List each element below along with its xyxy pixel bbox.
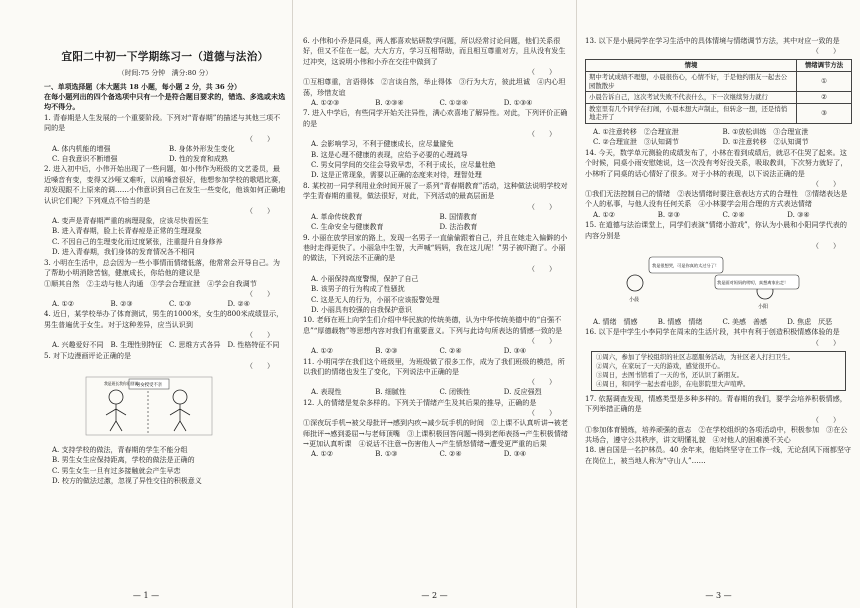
option[interactable]: D. ①注意转移 ②认知调节 (722, 138, 809, 147)
question-11: 11. 小明同学在我们这个班级里，为班级做了很多工作，成为了我们班级的模范，所以我们的情绪也发生了变化，下列说法中正确的是 (303, 356, 565, 376)
question-18: 18. 唐自国是一名护林员。40 余年来，他始终坚守在工作一线，无论刮风下雨都坚守在岗位上，被当地人称为“守山人”…… (585, 445, 852, 465)
question-10: 10. 老师在班上向学生们介绍中华民族的传统美德，认为中华传统美德中的“自强不息”“厚德载物”等思想内容对我们有重要意义。下列与此诗句所表达的情感一致的是 (303, 315, 563, 335)
options-row (303, 98, 568, 108)
question-statements: ①互相尊重，言语得体 ②言谈自然，举止得体 ③行为大方，彼此坦诚 ④内心坦荡，珍惜友谊 (303, 77, 566, 97)
question-8: 8. 某校初一同学利用业余时间开展了一系列“青春期教育”活动，这种做法说明学校对学生青春期的重视，做法很好，对此，下列活动的最高层面是 (303, 180, 568, 201)
option[interactable]: A. ①② (593, 210, 616, 219)
question-14: 14. 今天，数学单元测验的成绩发布了，小林在看到成绩后，就忍不住哭了起来。这个时候，同桌小雨安慰她说，这一次没有考好没关系，吸取教训，下次努力就好了，小林听了同桌的话心情好了很多。对于小林的表现，以下说法正确的是 (585, 147, 848, 178)
option[interactable]: A. 小丽保持高度警惕，保护了自己 (311, 274, 419, 283)
option[interactable]: C. 男生女生一旦有过多接触就会产生早恋 (52, 466, 181, 475)
table-header: 情境 (586, 60, 797, 72)
question-5: 5. 对下边漫画评论正确的是 (44, 350, 132, 360)
question-statements: ①深夜玩手机→被父母批评→感到内疚→减少玩手机的时间 ②上课不认真听讲→被老师批评→感到委屈→与老师顶嘴 ③上课积极回答问题→得到老师表扬→产生积极情绪→更加认真听课 ④说话不注意→伤害他人→产生愤怒情绪→遭受更严重的后果 (303, 418, 568, 448)
question-statements: ①顺其自然 ②主动与他人沟通 ③学会合理宣泄 ④学会自我调节 (44, 278, 257, 288)
emotion-cartoon (615, 253, 815, 311)
options-row (303, 222, 568, 232)
option[interactable]: C. 男女同学间的交往会导致早恋，不利于成长，应尽量杜绝 (311, 161, 496, 170)
answer-blank[interactable]: （ ） (528, 378, 556, 387)
options-row (585, 317, 852, 327)
answer-blank[interactable]: （ ） (812, 47, 840, 56)
option[interactable]: B. ②③④ (375, 99, 404, 108)
options-row (585, 210, 852, 220)
option[interactable]: B. ②③ (375, 347, 398, 356)
option[interactable]: A. 兴趣爱好不同 (52, 341, 104, 350)
scenario-line: ③周日，去图书馆看了一天的书，还认识了新朋友。 (596, 370, 743, 379)
question-17: 17. 依据调查发现，情感类型是多种多样的。青春期的我们，要学会培养积极情感，下列举措正确的是 (585, 393, 847, 414)
options-row (44, 340, 286, 350)
option[interactable]: A. 会影响学习，不利于健康成长，应尽量避免 (311, 140, 454, 149)
option[interactable]: D. 这是正常现象，需要以正确的态度来对待，理智处理 (311, 171, 482, 180)
option[interactable]: C. 美感 善感 (722, 318, 768, 327)
option[interactable]: A. ①② (311, 347, 334, 356)
option[interactable]: A. 情绪 情感 (593, 318, 638, 327)
option[interactable]: C. 闭锁性 (439, 388, 471, 397)
options-row (303, 387, 568, 397)
answer-blank[interactable]: （ ） (528, 130, 556, 139)
option[interactable]: C. ①③ (169, 299, 192, 308)
option[interactable]: B. 细腻性 (375, 388, 406, 397)
question-statements: ①我们无法控制自己的情绪 ②表达情绪时要注意表达方式的合理性 ③情绪表达是个人的私事，与他人没有任何关系 ④小林要学会用合理的方式表达情绪 (585, 189, 848, 209)
answer-blank[interactable]: （ ） (246, 207, 274, 216)
exam-meta: （时间:75 分钟 满分:80 分） (117, 69, 213, 77)
options-row (585, 137, 852, 147)
option[interactable]: D. 小丽具有较强的自我保护意识 (311, 305, 412, 314)
answer-blank[interactable]: （ ） (246, 361, 274, 370)
question-3: 3. 小明在生活中，总会因为一些小事情而情绪低落，他常常会开导自己。为了帮助小明消除苦恼，健康成长，你给他的建议是 (44, 257, 281, 278)
options-row (44, 299, 286, 309)
option[interactable]: D. 进入青春期，我们身体的发育情况各不相同 (52, 248, 195, 257)
answer-blank[interactable]: （ ） (246, 134, 274, 143)
option[interactable]: C. 自我意识不断增强 (52, 155, 118, 164)
option[interactable]: B. 生理性别特征 (110, 341, 163, 350)
page-number: — 3 — (705, 591, 732, 600)
question-9: 9. 小丽在放学回家的路上，发现一名男子一直偷偷跟着自己，并且在她走入偏僻的小巷时走得更快了。小丽急中生智，大声喊“妈妈，我在这儿呢！”男子被吓跑了。小丽的做法，下列说法不正确的是 (303, 232, 568, 263)
options-row (303, 346, 568, 356)
situation-table (585, 59, 852, 124)
option[interactable]: B. ②③ (657, 210, 680, 219)
page-number: — 1 — (132, 591, 160, 600)
character-name: 小晨 (629, 297, 640, 304)
question-12: 12. 人的情绪是复杂多样的。下列关于情绪产生及其后果的推导，正确的是 (303, 397, 537, 407)
question-16: 16. 以下是中学生小李同学在周末的生活片段，其中有利于创造积极情感体验的是 (585, 327, 840, 337)
question-13: 13. 以下是小晨同学在学习生活中的具体情境与情绪调节方法，其中对应一致的是 (585, 36, 840, 45)
answer-blank[interactable]: （ ） (528, 68, 556, 77)
section-heading: 一、单项选择题（本大题共 18 小题，每小题 2 分，共 36 分） (44, 83, 241, 91)
page-title: 宜阳二中初一下学期练习一（道德与法治） (61, 51, 269, 63)
answer-blank[interactable]: （ ） (812, 415, 840, 424)
option[interactable]: B. 男生女生应保持距离，学校的做法是正确的 (52, 456, 195, 465)
answer-blank[interactable]: （ ） (812, 180, 840, 188)
answer-blank[interactable]: （ ） (528, 409, 556, 418)
option[interactable]: B. ①③ (375, 450, 398, 459)
section-note: 在每小题列出的四个备选项中只有一个是符合题目要求的，错选、多选或未选均不得分。 (44, 92, 286, 112)
option[interactable]: B. 身体外形发生变化 (169, 144, 235, 153)
table-cell: 期中考试成绩不理想，小晨很伤心，心情不好，于是他约朋友一起去公园散散步 (586, 72, 797, 92)
option[interactable]: C. 生命安全与健康教育 (311, 223, 384, 232)
speech-bubble: 我是很想哭，可是你真的太过分了！ (652, 263, 720, 269)
page-1 (0, 0, 292, 608)
scenario-line: ②周六，在家玩了一天的游戏，感觉很开心。 (596, 361, 724, 370)
table-row (586, 72, 852, 92)
question-1: 1. 青春期是人生发展的一个重要阶段。下列对“青春期”的描述与其他三项不同的是 (44, 112, 281, 133)
question-15: 15. 在道德与法治课堂上，同学们表演“情绪小游戏”，你认为小晨和小阳同学代表的内容分别是 (585, 220, 847, 240)
option[interactable]: A. ①② (52, 299, 75, 308)
question-6: 6. 小伟和小乔是同桌，两人都喜欢钻研数学问题，所以经常讨论问题，他们关系很好，但又不住在一起，大大方方，学习互相帮助，而且相互尊重对方，且从没有发生过冲突，这说明小伟和小乔在交往中做到了 (303, 36, 566, 66)
option[interactable]: A. 表现性 (311, 388, 342, 397)
option[interactable]: D. ①③④ (503, 99, 533, 108)
scenario-box (591, 351, 846, 391)
option[interactable]: B. ②③ (110, 299, 133, 308)
option[interactable]: C. ②④ (722, 210, 745, 219)
option[interactable]: B. ①放松训练 ③合理宣泄 (722, 127, 809, 136)
table-row (586, 92, 852, 104)
option[interactable]: C. 思维方式各异 (169, 341, 221, 350)
table-cell: 小晨告诉自己，这次考试失败不代表什么，下一次继续努力就行 (586, 92, 797, 104)
cartoon-caption: 我是班长我你们别说…… (104, 380, 146, 386)
question-7: 7. 进入中学后，有些同学开始关注异性，满心欢喜地了解异性。对此，下列评价正确的是 (303, 108, 568, 128)
option[interactable]: C. ①②④ (439, 99, 468, 108)
option[interactable]: A. 支持学校的做法，青春期的学生不能分组 (52, 445, 188, 454)
option[interactable]: D. 校方的做法过激，忽视了异性交往的积极意义 (52, 477, 202, 486)
option[interactable]: A. 革命传统教育 (311, 212, 363, 221)
cartoon-caption: 男女授受不亲 (135, 382, 163, 388)
option[interactable]: A. ①②③ (311, 99, 340, 108)
table-cell: ① (797, 72, 852, 92)
question-2: 2. 进入初中后，小伟开始出现了一些问题，如小伟作为班级的文艺委员，最近嗓音有变，变得又沙哑又难听，以前嗓音很好，他想参加学校的歌唱比赛，却发现跟不上原来的调……小伟意识到自己在发生一些变化，他该如何正确地认识它们呢？下列观点不恰当的是 (44, 164, 286, 205)
options-row (44, 154, 286, 164)
cartoon-illustration (84, 375, 214, 437)
answer-blank[interactable]: （ ） (528, 264, 556, 273)
option[interactable]: D. ③④ (787, 210, 810, 219)
option[interactable]: B. 进入青春期，脸上长青春痘是正常的生理现象 (52, 227, 202, 236)
option[interactable]: D. ③④ (503, 347, 527, 356)
option[interactable]: C. 这是无人的行为，小丽不应该报警处理 (311, 295, 440, 304)
page-3 (576, 0, 860, 608)
page-number: — 2 — (421, 591, 448, 600)
option[interactable]: D. ③④ (503, 450, 527, 459)
table-cell: ③ (797, 103, 852, 123)
character-name: 小阳 (758, 304, 769, 311)
speech-bubble: 我是面对妈妈的唠叨，真想离家出走！ (717, 280, 789, 286)
option[interactable]: D. 性的发育和成熟 (169, 155, 228, 164)
scenario-line: ④周日，和同学一起去看电影，在电影院里大声喧哗。 (596, 379, 750, 388)
option[interactable]: D. ②④ (227, 299, 250, 308)
answer-blank[interactable]: （ ） (812, 338, 840, 347)
option[interactable]: D. 法治教育 (439, 223, 478, 232)
scenario-line: ①周六，参加了学校组织的社区志愿服务活动，为社区老人打扫卫生。 (596, 352, 795, 361)
table-row (586, 103, 852, 123)
option[interactable]: B. 这是心理不健康的表现，应给予必要的心理疏导 (311, 150, 468, 159)
question-statements: ①参加体育锻炼，培养顽强的意志 ②在学校组织的各项活动中，积极参加 ③在公共场合，遵守公共秩序，讲文明懂礼貌 ④对他人的困难漠不关心 (585, 424, 848, 445)
option[interactable]: A. ①注意转移 ②合理宣泄 (593, 127, 679, 136)
options-row (303, 449, 568, 459)
option[interactable]: B. 国情教育 (439, 212, 478, 221)
answer-blank[interactable]: （ ） (246, 289, 274, 298)
table-cell: ② (797, 92, 852, 104)
option[interactable]: C. ②④ (439, 347, 462, 356)
table-cell: 教室里有几个同学在打闹，小晨本想大声制止，但转念一想，还是悄悄地走开了 (586, 103, 797, 123)
table-header: 情绪调节方法 (797, 60, 852, 72)
option[interactable]: C. 不因自己的生理变化而过度紧张，注重提升自身修养 (52, 237, 223, 246)
options-row (585, 127, 852, 137)
options-row (44, 144, 286, 154)
option[interactable]: D. 焦虑 厌恶 (787, 318, 833, 327)
question-4: 4. 近日，某学校举办了体育测试，男生的1000米，女生的800米成绩显示，男生普遍优于女生。对于这种差异，应当认识到 (44, 309, 284, 329)
answer-blank[interactable]: （ ） (528, 202, 556, 211)
option[interactable]: C. ②④ (439, 450, 462, 459)
option[interactable]: C. ②合理宣泄 ③认知调节 (593, 138, 679, 147)
option[interactable]: B. 该男子的行为构成了性骚扰 (311, 285, 405, 294)
option[interactable]: A. 体内机能的增强 (52, 144, 111, 153)
answer-blank[interactable]: （ ） (528, 337, 556, 346)
options-row (303, 212, 568, 222)
option[interactable]: A. 变声是青春期严重的病理现象，应该尽快看医生 (52, 217, 209, 226)
answer-blank[interactable]: （ ） (812, 242, 840, 251)
option[interactable]: D. 反应强烈 (503, 388, 542, 397)
answer-blank[interactable]: （ ） (246, 331, 274, 340)
page-2 (292, 0, 576, 608)
option[interactable]: A. ①② (311, 450, 334, 459)
option[interactable]: B. 情感 情绪 (657, 318, 703, 327)
option[interactable]: D. 性格特征不同 (227, 341, 280, 350)
